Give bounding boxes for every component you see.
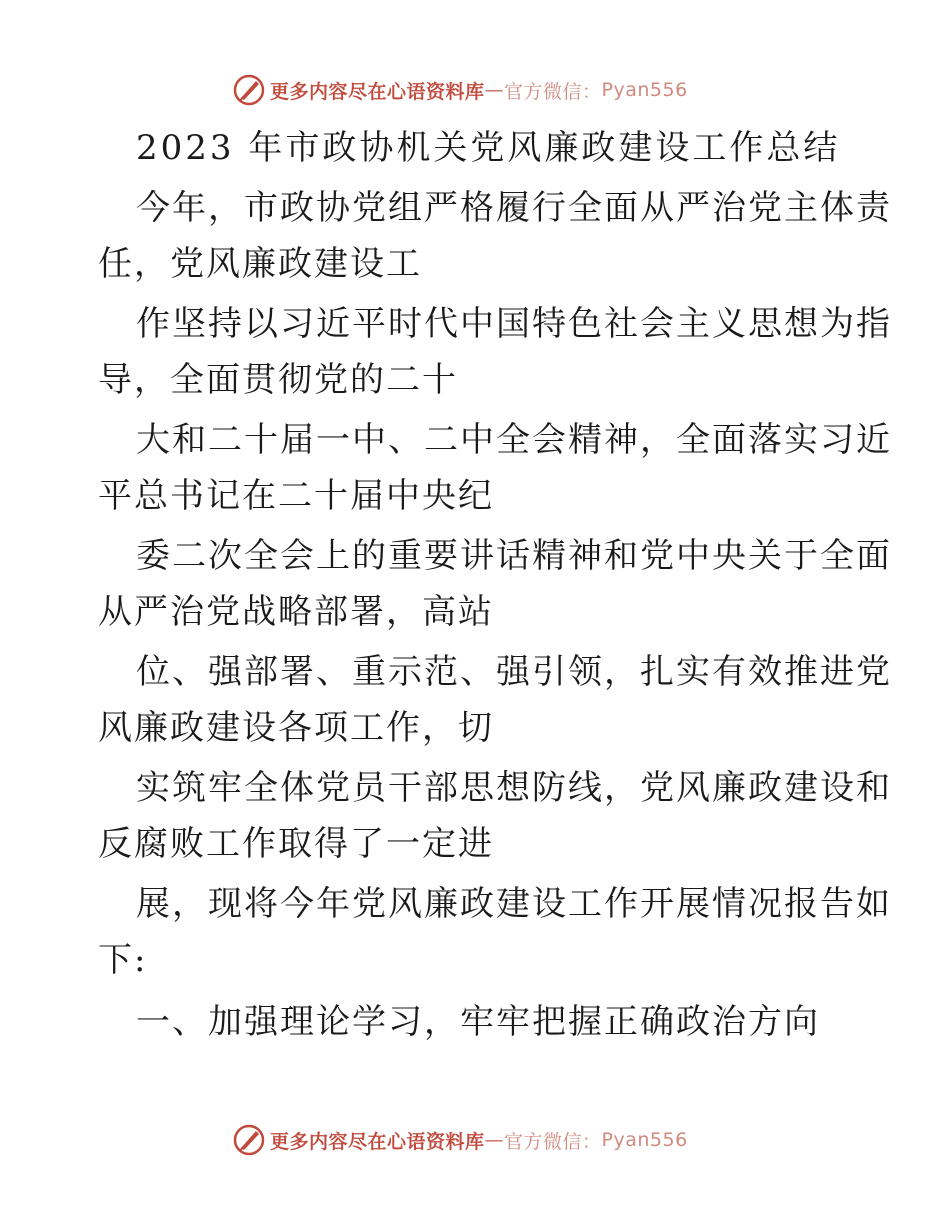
paragraph-line: 下: bbox=[98, 940, 148, 980]
quill-circle-icon bbox=[232, 73, 266, 107]
watermark-wechat-id: Pyan556 bbox=[601, 79, 688, 101]
watermark-label: 官方微信： bbox=[504, 1130, 602, 1153]
watermark-banner-top bbox=[232, 72, 688, 108]
watermark-banner-bottom bbox=[232, 1122, 688, 1158]
document-title: 2023 年市政协机关党风廉政建设工作总结 bbox=[136, 128, 841, 168]
watermark-separator: — bbox=[484, 79, 505, 101]
watermark-lead-text: 更多内容尽在心语资料库 bbox=[270, 80, 485, 103]
paragraph-line: 作坚持以习近平时代中国特色社会主义思想为指 bbox=[136, 304, 892, 344]
paragraph-line: 今年，市政协党组严格履行全面从严治党主体责 bbox=[136, 188, 892, 228]
paragraph-line: 位、强部署、重示范、强引领，扎实有效推进党 bbox=[136, 652, 892, 692]
paragraph-line: 风廉政建设各项工作，切 bbox=[98, 708, 494, 748]
paragraph-line: 任，党风廉政建设工 bbox=[98, 244, 422, 284]
watermark-wechat-id: Pyan556 bbox=[601, 1129, 688, 1151]
paragraph-line: 实筑牢全体党员干部思想防线，党风廉政建设和 bbox=[136, 768, 892, 808]
paragraph-line: 委二次全会上的重要讲话精神和党中央关于全面 bbox=[136, 536, 892, 576]
paragraph-line: 导，全面贯彻党的二十 bbox=[98, 360, 458, 400]
quill-circle-icon bbox=[232, 1123, 266, 1157]
paragraph-line: 平总书记在二十届中央纪 bbox=[98, 476, 494, 516]
watermark-label: 官方微信： bbox=[504, 80, 602, 103]
watermark-separator: — bbox=[484, 1129, 505, 1151]
paragraph-line: 反腐败工作取得了一定进 bbox=[98, 824, 494, 864]
watermark-lead-text: 更多内容尽在心语资料库 bbox=[270, 1130, 485, 1153]
paragraph-line: 大和二十届一中、二中全会精神，全面落实习近 bbox=[136, 420, 892, 460]
paragraph-line: 展，现将今年党风廉政建设工作开展情况报告如 bbox=[136, 884, 892, 924]
section-heading: 一、加强理论学习，牢牢把握正确政治方向 bbox=[136, 1002, 820, 1042]
paragraph-line: 从严治党战略部署，高站 bbox=[98, 592, 494, 632]
